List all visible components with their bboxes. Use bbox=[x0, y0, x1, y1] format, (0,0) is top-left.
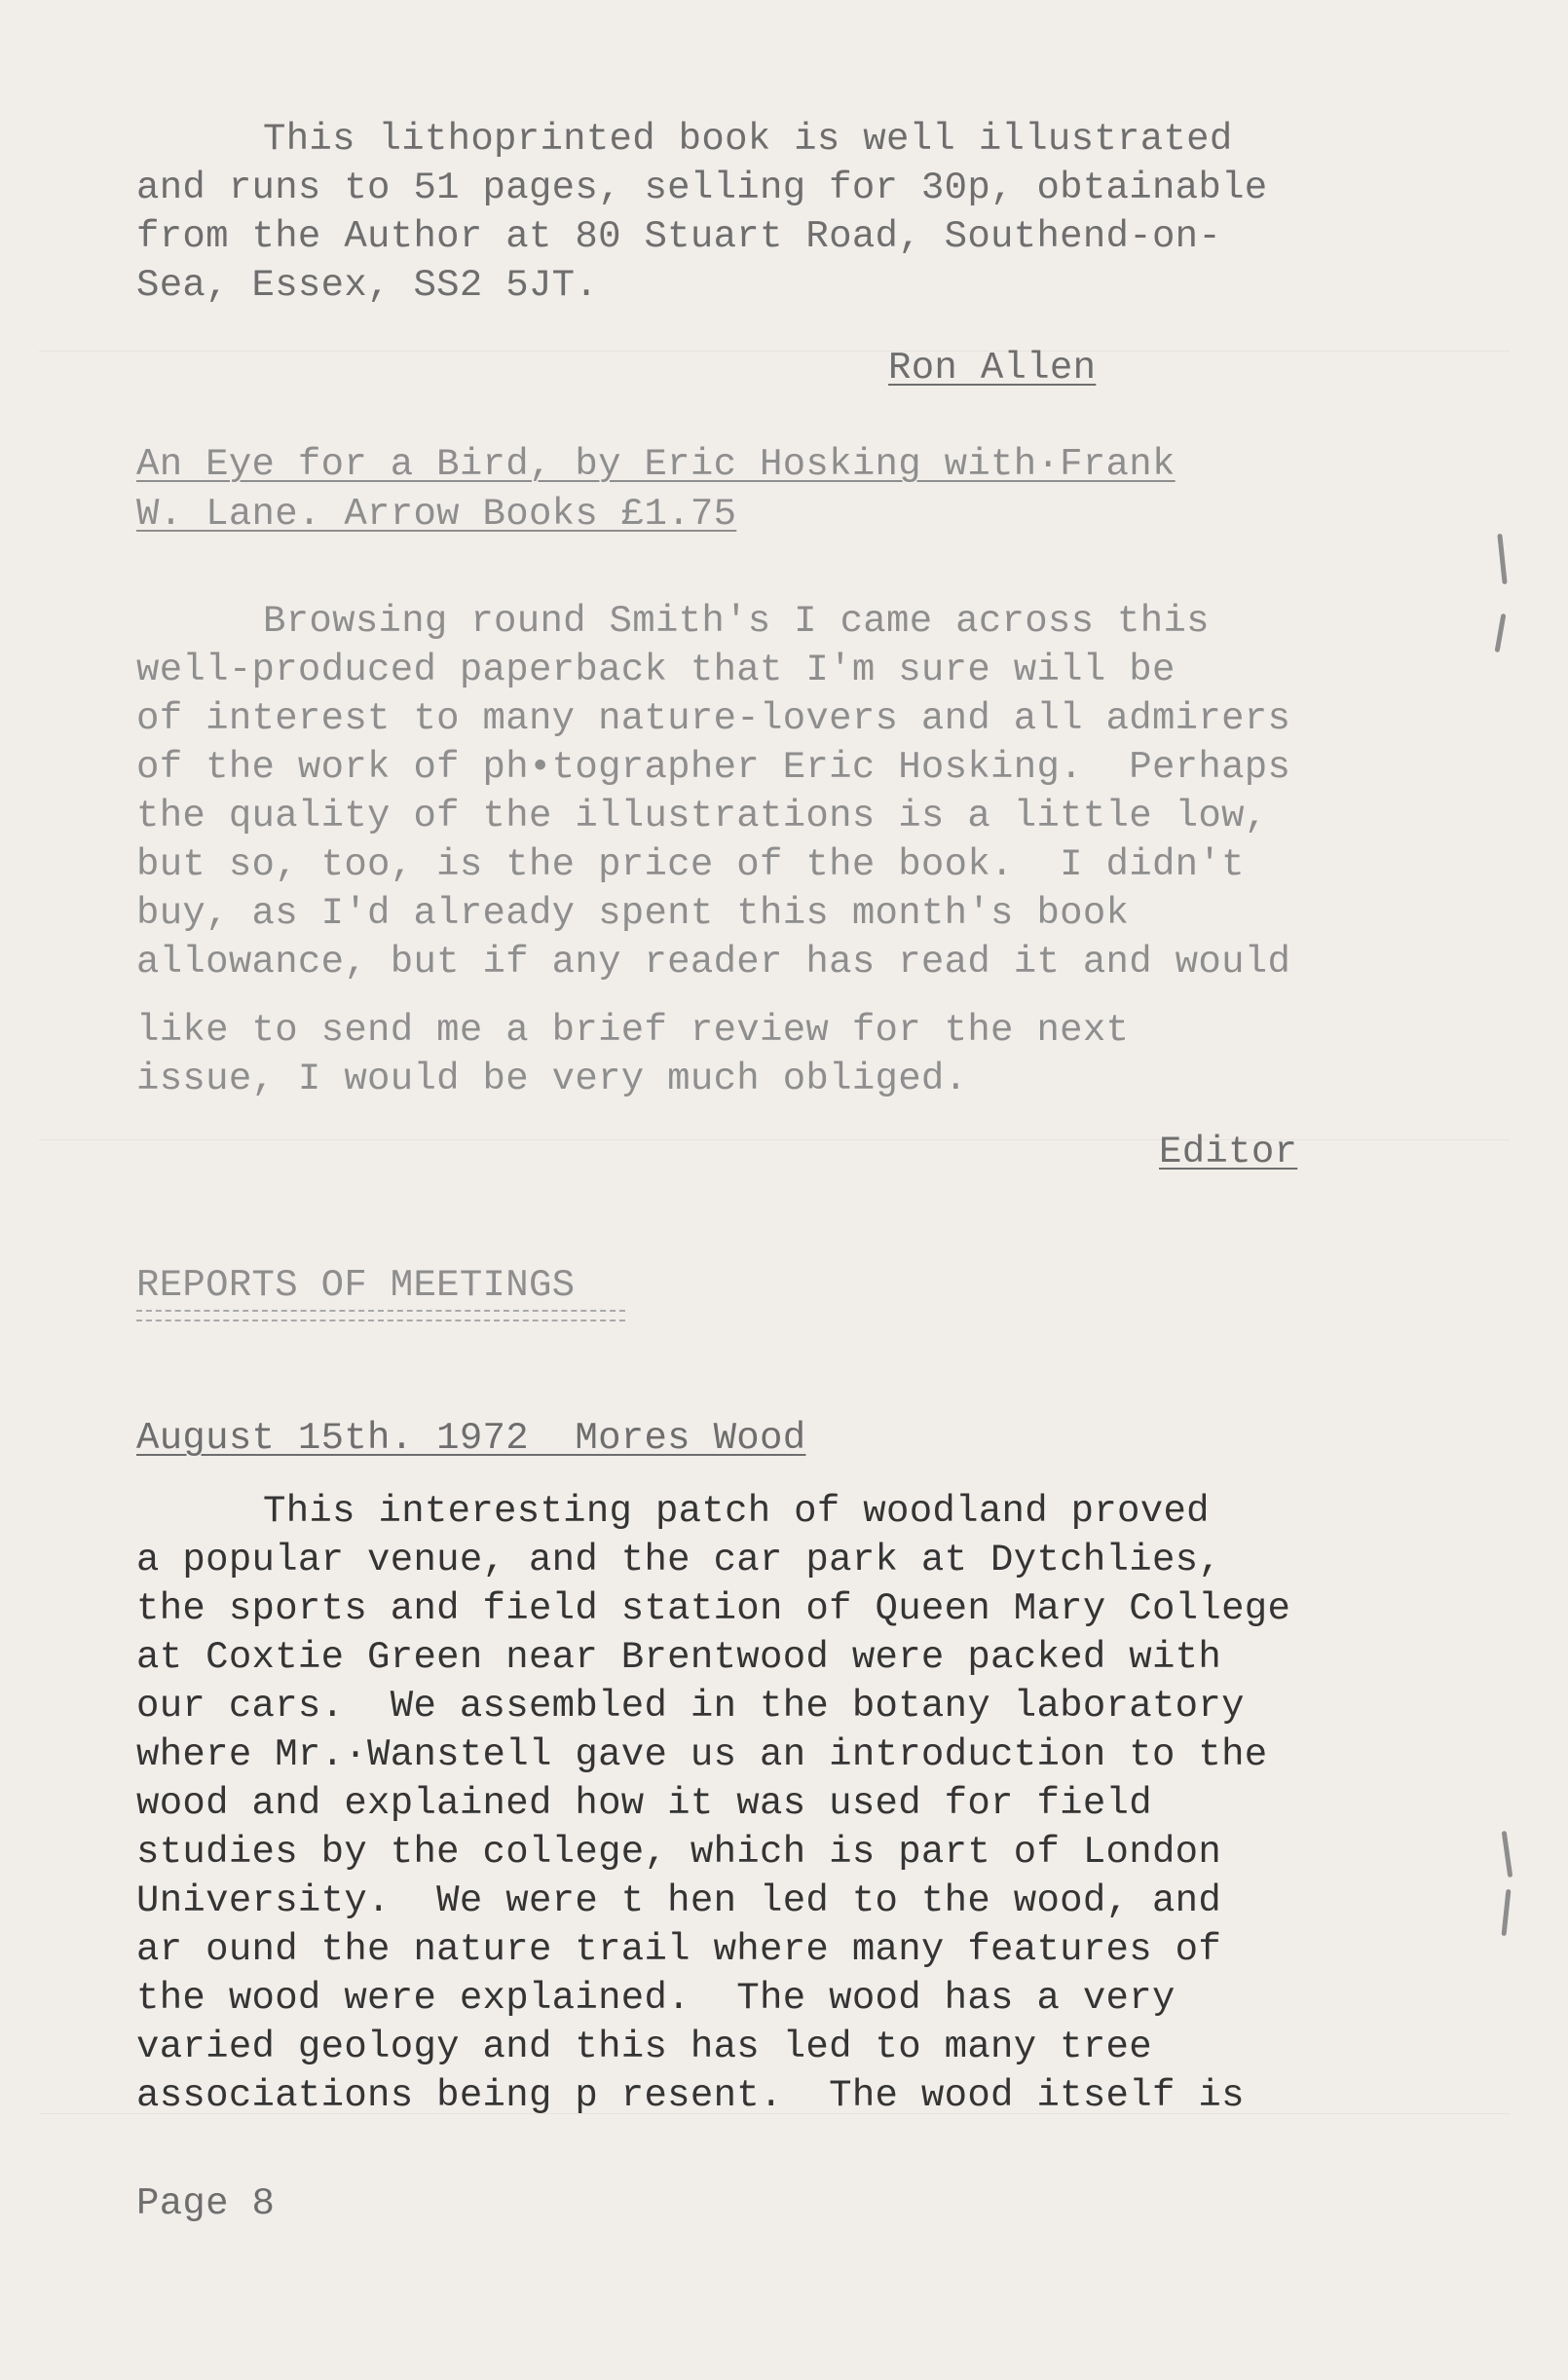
meeting-heading: August 15th. 1972 Mores Wood bbox=[136, 1417, 806, 1460]
para3-line: This interesting patch of woodland proved bbox=[263, 1490, 1210, 1533]
signature-editor: Editor bbox=[1159, 1131, 1298, 1173]
margin-mark bbox=[1497, 534, 1507, 584]
para3-line: where Mr.·Wanstell gave us an introduction to the bbox=[136, 1733, 1268, 1776]
para2-line: allowance, but if any reader has read it and would bbox=[136, 941, 1291, 984]
para2-line: but so, too, is the price of the book. I didn't bbox=[136, 843, 1245, 886]
para2-line: buy, as I'd already spent this month's book bbox=[136, 892, 1130, 935]
para2-line: well-produced paperback that I'm sure will be bbox=[136, 649, 1176, 691]
para1-line: Sea, Essex, SS2 5JT. bbox=[136, 264, 599, 307]
para3-line: University. We were t hen led to the wood, and bbox=[136, 1879, 1222, 1922]
show-through-line bbox=[39, 351, 1510, 352]
margin-mark bbox=[1495, 614, 1507, 652]
para3-line: associations being p resent. The wood itself is bbox=[136, 2074, 1245, 2117]
para3-line: a popular venue, and the car park at Dytchlies, bbox=[136, 1539, 1222, 1581]
double-underline bbox=[136, 1310, 625, 1321]
page-number: Page 8 bbox=[136, 2182, 276, 2225]
para3-line: wood and explained how it was used for field bbox=[136, 1782, 1152, 1825]
para3-line: studies by the college, which is part of London bbox=[136, 1831, 1222, 1874]
margin-mark bbox=[1502, 1889, 1512, 1936]
para1-line: from the Author at 80 Stuart Road, Southend-on- bbox=[136, 215, 1222, 258]
para3-line: at Coxtie Green near Brentwood were packed with bbox=[136, 1636, 1222, 1679]
review-heading-line: An Eye for a Bird, by Eric Hosking with·Frank bbox=[136, 443, 1176, 486]
para2-line: the quality of the illustrations is a little low, bbox=[136, 795, 1268, 837]
para3-line: ar ound the nature trail where many features of bbox=[136, 1928, 1222, 1971]
para2-line: Browsing round Smith's I came across this bbox=[263, 600, 1210, 643]
para3-line: varied geology and this has led to many tree bbox=[136, 2026, 1152, 2068]
para2-line: issue, I would be very much obliged. bbox=[136, 1058, 968, 1100]
para1-line: This lithoprinted book is well illustrated bbox=[263, 118, 1233, 161]
para2-line: of interest to many nature-lovers and all admirers bbox=[136, 697, 1291, 740]
para3-line: our cars. We assembled in the botany laboratory bbox=[136, 1685, 1245, 1728]
signature-ron-allen: Ron Allen bbox=[888, 347, 1097, 390]
review-heading-line: W. Lane. Arrow Books £1.75 bbox=[136, 493, 737, 536]
para2-line: like to send me a brief review for the next bbox=[136, 1009, 1130, 1052]
margin-mark bbox=[1502, 1831, 1513, 1878]
para3-line: the sports and field station of Queen Mary College bbox=[136, 1587, 1291, 1630]
section-heading: REPORTS OF MEETINGS bbox=[136, 1264, 576, 1307]
para1-line: and runs to 51 pages, selling for 30p, obtainable bbox=[136, 167, 1268, 209]
para3-line: the wood were explained. The wood has a very bbox=[136, 1977, 1176, 2020]
para2-line: of the work of ph•tographer Eric Hosking. Perhaps bbox=[136, 746, 1291, 789]
